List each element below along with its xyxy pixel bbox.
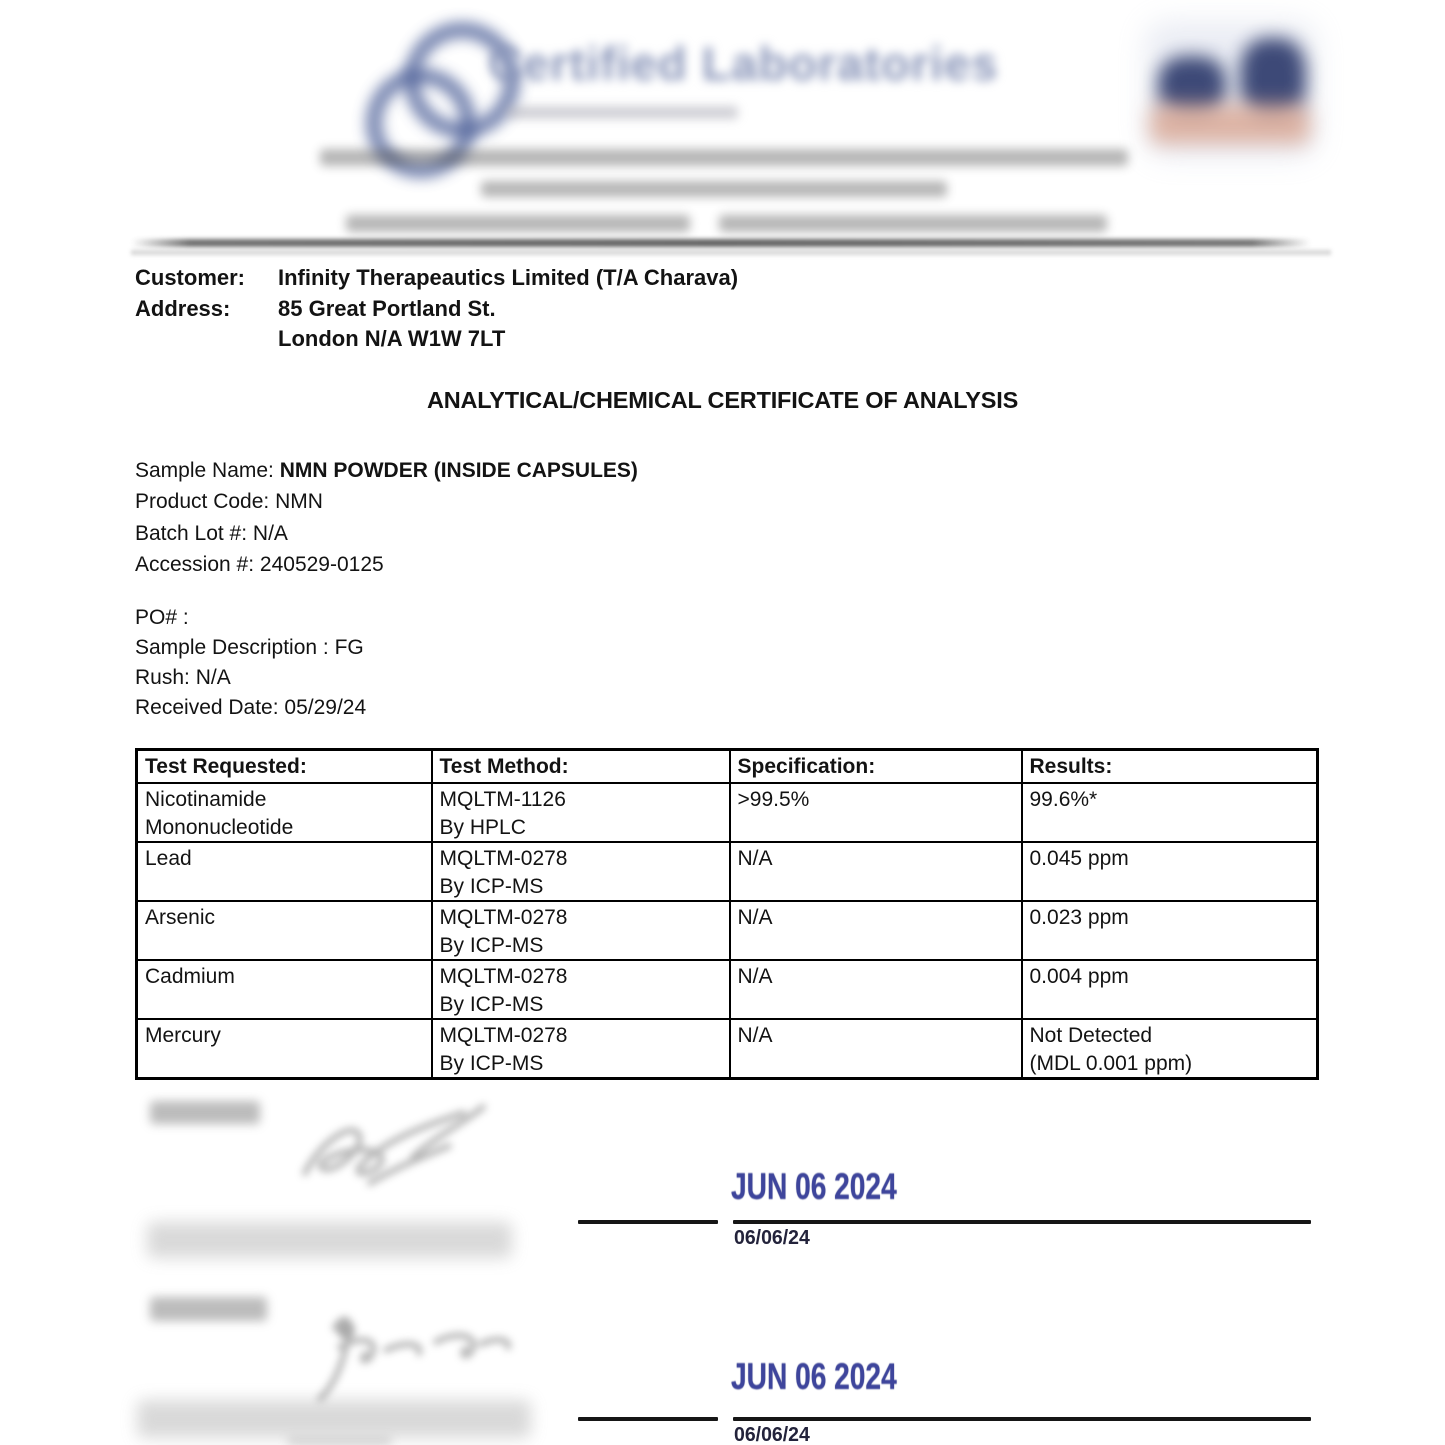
cell-line: By ICP-MS xyxy=(439,992,544,1016)
signature-date: 06/06/24 xyxy=(734,1226,810,1249)
signature-scribble xyxy=(280,1300,530,1405)
cell-line: By HPLC xyxy=(439,815,526,839)
sample-info-line-label: Sample Name: xyxy=(135,459,280,482)
table-header-cell: Results: xyxy=(1022,750,1318,784)
cell-line: MQLTM-1126 xyxy=(439,788,566,811)
table-header-cell: Test Requested: xyxy=(137,750,432,784)
cell-line: Lead xyxy=(145,847,192,870)
order-info-line-label: Rush: xyxy=(135,666,196,689)
test-method-cell xyxy=(432,783,730,842)
specification-cell xyxy=(730,960,1022,1019)
results-table xyxy=(135,748,1319,1080)
order-info-line xyxy=(135,636,366,666)
letterhead-divider-shadow xyxy=(131,250,1331,255)
order-info-line-value: FG xyxy=(334,636,364,659)
cell-line: Not Detected xyxy=(1029,1024,1153,1047)
cell-line: By ICP-MS xyxy=(439,933,544,957)
cell-line: Arsenic xyxy=(145,906,216,929)
results-cell xyxy=(1022,783,1318,842)
cell-line: 0.045 ppm xyxy=(1029,847,1129,870)
results-cell xyxy=(1022,1019,1318,1079)
test-requested-cell xyxy=(137,783,432,842)
cell-line: Mononucleotide xyxy=(145,815,294,839)
specification-cell xyxy=(730,901,1022,960)
signee-name-placeholder xyxy=(137,1400,531,1438)
order-info-line xyxy=(135,606,366,636)
order-info-line xyxy=(135,696,366,726)
sample-info-line-label: Product Code: xyxy=(135,490,276,514)
cell-line: 99.6%* xyxy=(1029,788,1098,811)
test-requested-cell xyxy=(137,960,432,1019)
date-line xyxy=(733,1417,1311,1421)
letterhead-line-placeholder xyxy=(719,215,1107,232)
table-row xyxy=(137,842,1318,901)
signature-line xyxy=(578,1220,718,1224)
address-line: London N/A W1W 7LT xyxy=(278,326,506,351)
cell-line: (MDL 0.001 ppm) xyxy=(1029,1051,1193,1075)
date-stamp: JUN 06 2024 xyxy=(731,1166,897,1207)
signature-line xyxy=(578,1417,718,1421)
table-header-row xyxy=(137,750,1318,784)
table-row xyxy=(137,1019,1318,1079)
results-cell xyxy=(1022,901,1318,960)
date-line xyxy=(733,1220,1311,1224)
sample-info-line-label: Batch Lot #: xyxy=(135,521,253,545)
cropped-content-placeholder xyxy=(287,1438,392,1445)
cell-line: N/A xyxy=(737,965,773,988)
signature-scribble xyxy=(275,1095,515,1210)
cell-line: >99.5% xyxy=(737,788,810,811)
signature-role-placeholder xyxy=(150,1101,260,1124)
table-row xyxy=(137,960,1318,1019)
sample-info-line-value: N/A xyxy=(252,521,288,545)
cell-line: By ICP-MS xyxy=(439,874,544,898)
table-row xyxy=(137,783,1318,842)
order-info-line-label: Received Date: xyxy=(135,696,285,719)
cell-line: By ICP-MS xyxy=(439,1051,544,1075)
test-requested-cell xyxy=(137,842,432,901)
order-info-line-value: N/A xyxy=(195,666,231,689)
letterhead-line-placeholder xyxy=(346,215,690,232)
cell-line: MQLTM-0278 xyxy=(439,906,568,929)
cell-line: MQLTM-0278 xyxy=(439,847,568,870)
test-method-cell xyxy=(432,960,730,1019)
sample-info-line-value: 240529-0125 xyxy=(259,553,384,577)
table-row xyxy=(137,901,1318,960)
cell-line: N/A xyxy=(737,847,773,870)
lab-logo-tagline-placeholder xyxy=(506,106,738,119)
test-requested-cell xyxy=(137,1019,432,1079)
cell-line: N/A xyxy=(737,1024,773,1047)
test-method-cell xyxy=(432,842,730,901)
partner-logo-icon xyxy=(1150,104,1310,144)
lab-logo-text: Certified Laboratories xyxy=(488,37,999,90)
cell-line: Mercury xyxy=(145,1024,221,1047)
customer-value: Infinity Therapeautics Limited (T/A Charava) xyxy=(278,265,739,290)
sample-info-line xyxy=(135,459,638,490)
sample-info-line xyxy=(135,553,638,584)
test-method-cell xyxy=(432,901,730,960)
signature-role-placeholder xyxy=(150,1297,267,1321)
test-method-cell xyxy=(432,1019,730,1079)
address-line: 85 Great Portland St. xyxy=(278,296,496,321)
sample-info-line xyxy=(135,522,638,553)
test-requested-cell xyxy=(137,901,432,960)
table-header-cell: Specification: xyxy=(730,750,1022,784)
order-info-line-value: 05/29/24 xyxy=(284,696,367,719)
specification-cell xyxy=(730,783,1022,842)
document-title: ANALYTICAL/CHEMICAL CERTIFICATE OF ANALYSIS xyxy=(426,387,1019,413)
letterhead-line-placeholder xyxy=(481,181,947,197)
cell-line: N/A xyxy=(737,906,773,929)
sample-info-line-label: Accession #: xyxy=(135,553,260,577)
cell-line: Cadmium xyxy=(145,965,235,988)
sample-info-line-value: NMN POWDER (INSIDE CAPSULES) xyxy=(279,459,638,482)
cell-line: 0.023 ppm xyxy=(1029,906,1129,929)
cell-line: MQLTM-0278 xyxy=(439,965,568,988)
order-info-block xyxy=(135,606,366,726)
specification-cell xyxy=(730,1019,1022,1079)
customer-label: Customer: xyxy=(135,265,246,290)
date-stamp: JUN 06 2024 xyxy=(731,1356,897,1397)
sample-info-line xyxy=(135,490,638,521)
signee-name-placeholder xyxy=(147,1222,512,1258)
results-cell xyxy=(1022,842,1318,901)
cell-line: MQLTM-0278 xyxy=(439,1024,568,1047)
signature-date: 06/06/24 xyxy=(734,1423,810,1445)
cell-line: 0.004 ppm xyxy=(1029,965,1129,988)
sample-info-line-value: NMN xyxy=(275,490,323,514)
address-label: Address: xyxy=(135,296,231,321)
letterhead-line-placeholder xyxy=(320,149,1128,166)
order-info-line-label: PO# : xyxy=(135,606,189,629)
table-header-cell: Test Method: xyxy=(432,750,730,784)
order-info-line xyxy=(135,666,366,696)
letterhead-divider xyxy=(131,239,1311,247)
cell-line: Nicotinamide xyxy=(145,788,267,811)
results-cell xyxy=(1022,960,1318,1019)
specification-cell xyxy=(730,842,1022,901)
order-info-line-label: Sample Description : xyxy=(135,636,335,659)
sample-info-block xyxy=(135,459,638,585)
